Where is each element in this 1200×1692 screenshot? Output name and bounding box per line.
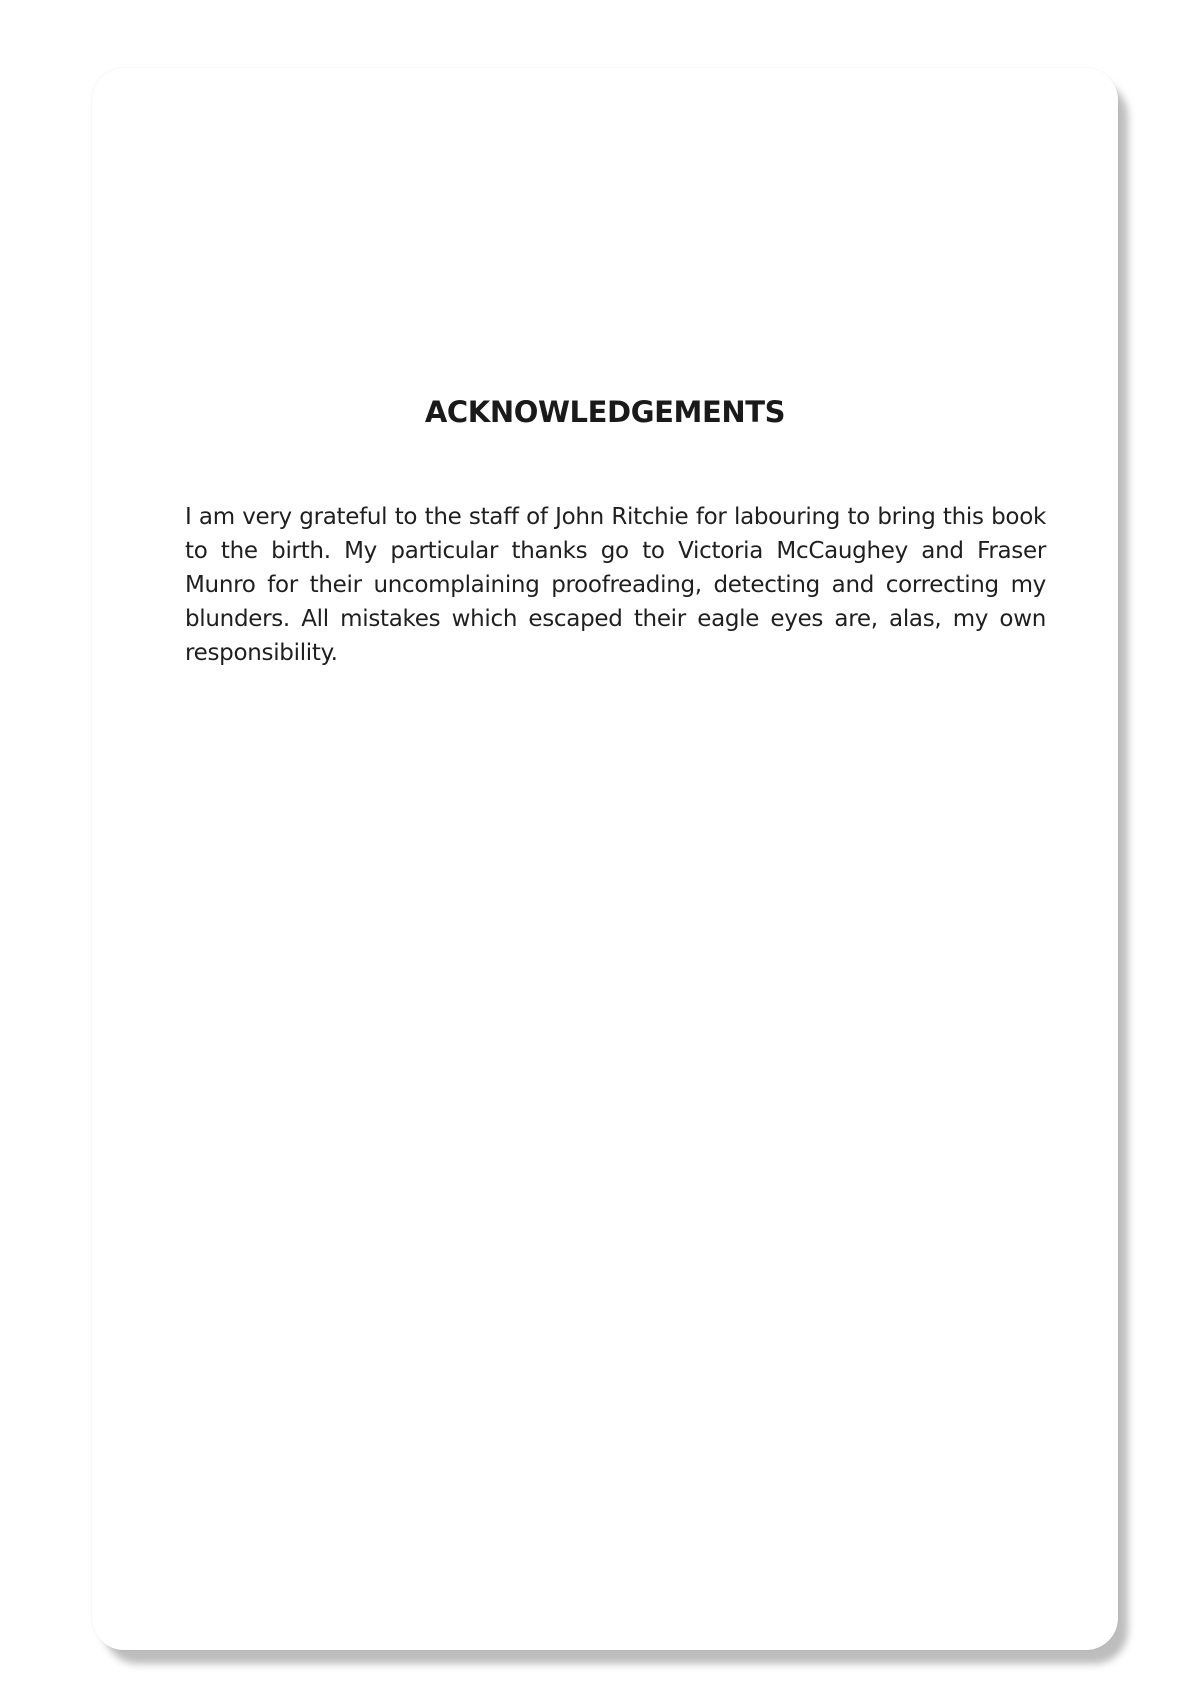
document-page <box>92 68 1118 1650</box>
page-title: ACKNOWLEDGEMENTS <box>424 395 786 429</box>
acknowledgements-paragraph: I am very grateful to the staff of John Ritchie for labouring to bring this book to the birth. My particular thanks go to Victoria McCaughey and Fraser Munro for their uncomplaining proofreading, detecting and correcting my blunders. All mistakes which escaped their eagle eyes are, alas, my own responsibility. <box>185 504 1046 666</box>
